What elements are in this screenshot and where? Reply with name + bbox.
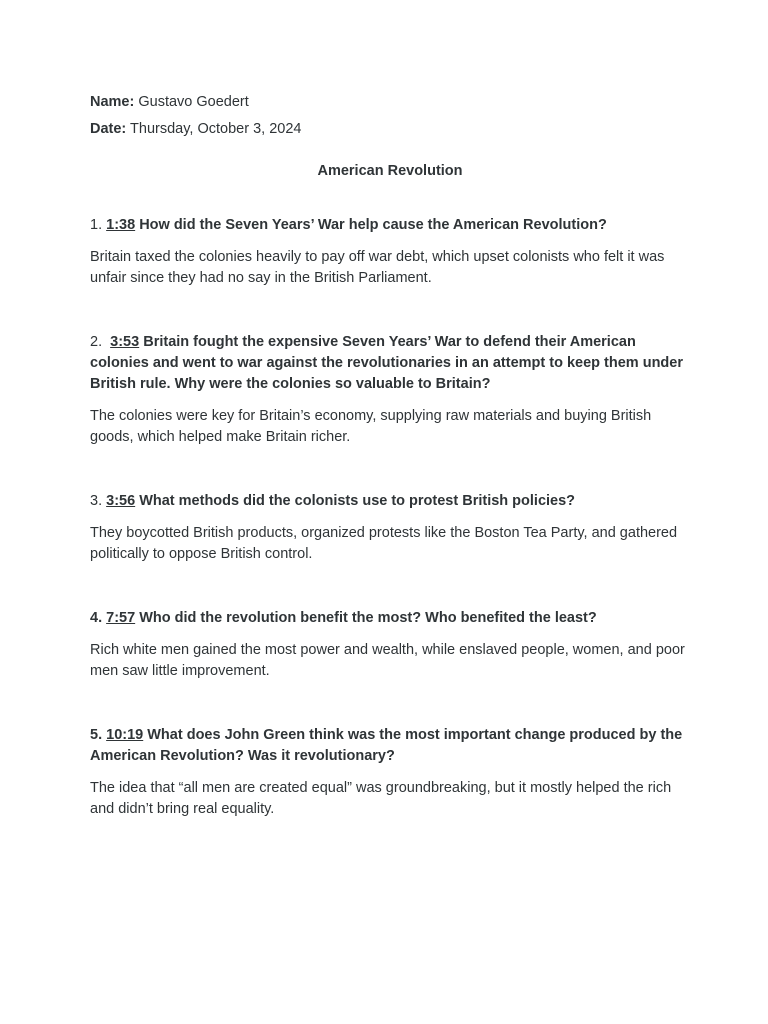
question-block-5 bbox=[90, 725, 690, 820]
question-number: 3. bbox=[90, 493, 103, 509]
question-4 bbox=[90, 608, 690, 629]
question-5 bbox=[90, 725, 690, 767]
question-text: What does John Green think was the most important change produced by the American Revolution? Was it revolutionary? bbox=[90, 727, 683, 764]
answer-5: The idea that “all men are created equal” was groundbreaking, but it mostly helped the rich and didn’t bring real equality. bbox=[90, 780, 672, 817]
answer-4: Rich white men gained the most power and wealth, while enslaved people, women, and poor men saw little improvement. bbox=[90, 642, 685, 679]
question-number: 1. bbox=[90, 217, 103, 233]
question-text: How did the Seven Years’ War help cause the American Revolution? bbox=[139, 217, 607, 233]
question-1 bbox=[90, 215, 690, 236]
question-text: What methods did the colonists use to protest British policies? bbox=[139, 493, 576, 509]
question-timestamp: 7:57 bbox=[106, 610, 136, 626]
name-value: Gustavo Goedert bbox=[138, 94, 249, 110]
document-title: American Revolution bbox=[317, 163, 463, 179]
date-value: Thursday, October 3, 2024 bbox=[130, 121, 302, 137]
question-timestamp: 3:53 bbox=[110, 334, 140, 350]
question-timestamp: 1:38 bbox=[106, 217, 136, 233]
question-3 bbox=[90, 491, 690, 512]
answer-3: They boycotted British products, organized protests like the Boston Tea Party, and gathered politically to oppose British control. bbox=[90, 525, 678, 562]
question-block-3 bbox=[90, 491, 690, 565]
question-block-2 bbox=[90, 332, 690, 448]
question-2 bbox=[90, 332, 690, 395]
question-number: 2. bbox=[90, 334, 103, 350]
document-page bbox=[90, 91, 690, 820]
answer-1: Britain taxed the colonies heavily to pay off war debt, which upset colonists who felt it was unfair since they had no say in the British Parliament. bbox=[90, 249, 665, 286]
question-timestamp: 10:19 bbox=[106, 727, 144, 743]
date-label: Date: bbox=[90, 121, 127, 137]
date-line bbox=[90, 118, 690, 140]
question-block-4 bbox=[90, 608, 690, 682]
question-block-1 bbox=[90, 215, 690, 289]
name-label: Name: bbox=[90, 94, 135, 110]
name-line bbox=[90, 91, 690, 113]
question-number: 4. bbox=[90, 610, 103, 626]
question-timestamp: 3:56 bbox=[106, 493, 136, 509]
question-number: 5. bbox=[90, 727, 103, 743]
question-text: Britain fought the expensive Seven Years’ War to defend their American colonies and went to war against the revolutionaries in an attempt to keep them under British rule. Why were the colonies so valuable to Britain? bbox=[90, 334, 683, 392]
question-text: Who did the revolution benefit the most? Who benefited the least? bbox=[139, 610, 597, 626]
answer-2: The colonies were key for Britain’s economy, supplying raw materials and buying British goods, which helped make Britain richer. bbox=[90, 408, 652, 445]
